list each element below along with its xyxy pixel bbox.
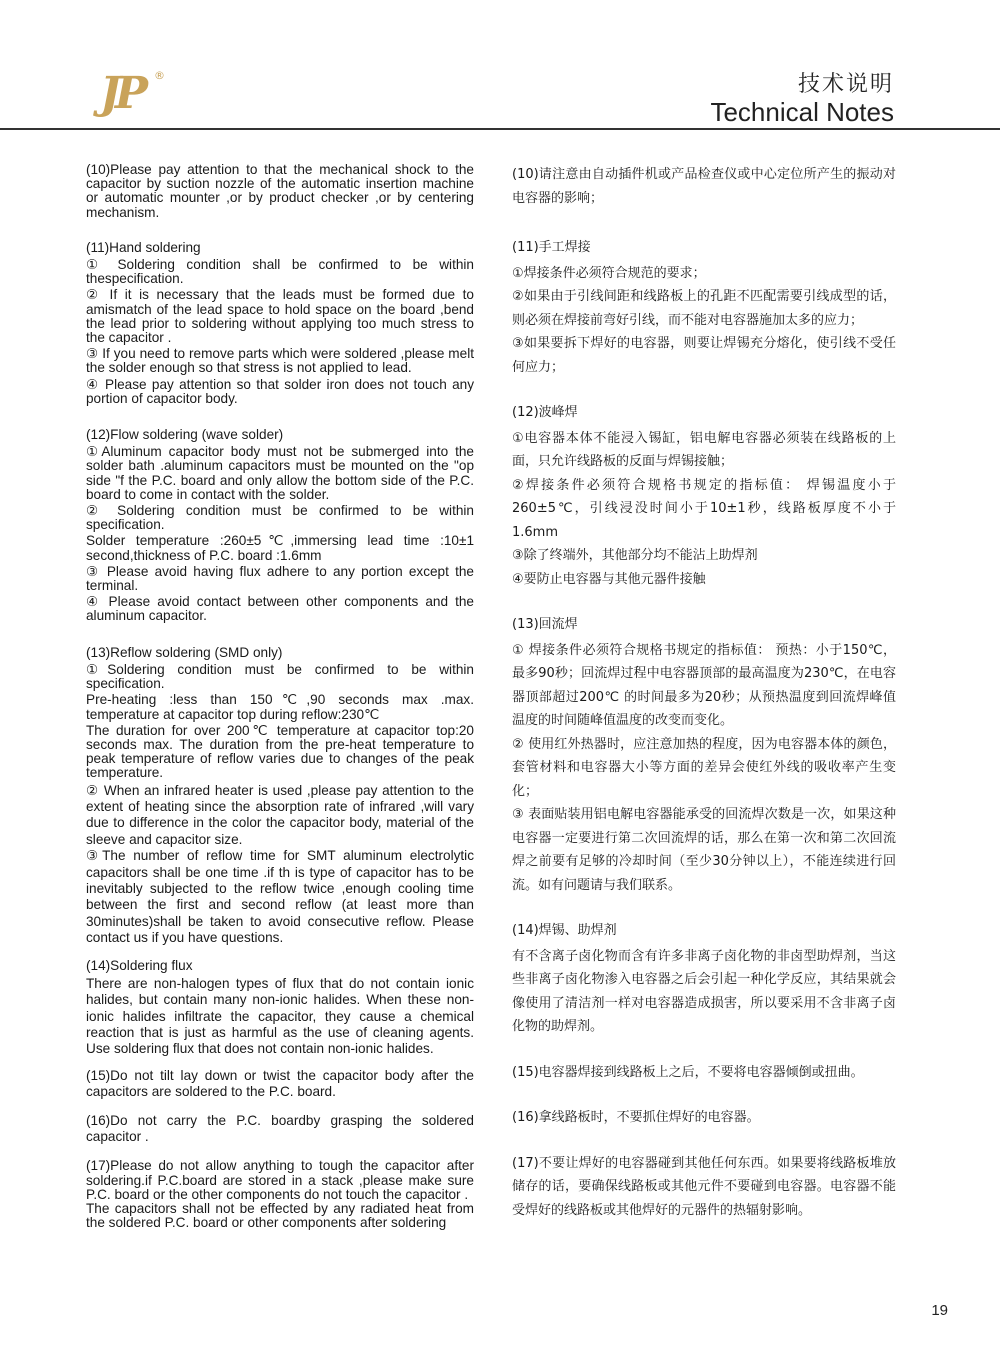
- note-text: ③ Please avoid having flux adhere to any portion except the terminal.: [86, 563, 474, 594]
- section-heading: (13)回流焊: [512, 617, 578, 632]
- note-text: Solder temperature :260±5℃,immersing lead time :10±1 second,thickness of P.C. board :1.6mm: [86, 533, 474, 563]
- note-text: ④ Please pay attention so that solder iron does not touch any portion of capacitor body.: [86, 376, 474, 406]
- note-11-en: [86, 241, 474, 406]
- note-text: ② 使用红外热器时，应注意加热的程度，因为电容器本体的颜色，套管材料和电容器大小等方面的差异会使红外线的吸收率产生变化；: [512, 736, 896, 799]
- note-14-en: [86, 959, 474, 1058]
- note-text: ② If it is necessary that the leads must be formed due to amismatch of the lead space to hold space on the board ,bend the lead prior to soldering without applying too much stress to the capacitor .: [86, 287, 474, 346]
- note-text: (10)请注意由自动插件机或产品检查仪或中心定位所产生的振动对电容器的影响；: [512, 167, 896, 206]
- note-text: ①Aluminum capacitor body must not be submerged into the solder bath .aluminum capacitors must be mounted on the "op side "f the P.C. board and only allow the bottom side of the P.C. board to come in contact with the solder.: [86, 444, 474, 502]
- note-13-en: [86, 646, 474, 947]
- note-text: 有不含离子卤化物而含有许多非离子卤化物的非卤型助焊剂，当这些非离子卤化物渗入电容器之后会引起一种化学反应，其结果就会像使用了清洁剂一样对电容器造成损害，所以要采用不含非离子卤化物的助焊剂。: [512, 948, 896, 1034]
- note-text: ④要防止电容器与其他元器件接触: [512, 571, 706, 587]
- note-text: ③ If you need to remove parts which were soldered ,please melt the solder enough so that stress is not applied to lead.: [86, 346, 474, 376]
- note-text: ①Soldering condition must be confirmed to be within specification.: [86, 661, 474, 692]
- note-13-cn: [512, 613, 896, 897]
- note-12-cn: [512, 401, 896, 591]
- note-text: The capacitors shall not be effected by any radiated heat from the soldered P.C. board or other components after soldering: [86, 1201, 474, 1231]
- page-number: 19: [931, 1302, 948, 1319]
- note-text: ② Soldering condition must be confirmed to be within specification.: [86, 503, 474, 533]
- note-12-en: [86, 428, 474, 624]
- note-text: (10)Please pay attention to that the mechanical shock to the capacitor by suction nozzle of the automatic insertion machine or automatic mounter ,or by product checker ,or by centering mechanism.: [86, 162, 474, 220]
- company-logo: [96, 66, 176, 122]
- note-text: (16)拿线路板时，不要抓住焊好的电容器。: [512, 1110, 760, 1125]
- note-16-en: [86, 1113, 474, 1146]
- note-text: (16)Do not carry the P.C. boardby grasping the soldered capacitor .: [86, 1112, 474, 1145]
- note-text: ③ 表面贴装用铝电解电容器能承受的回流焊次数是一次，如果这种电容器一定要进行第二次回流焊的话，那么在第一次和第二次回流焊之前要有足够的冷却时间（至少30分钟以上），不能连续进行回流。如有问题请与我们联系。: [512, 807, 896, 893]
- note-text: (15)电容器焊接到线路板上之后，不要将电容器倾倒或扭曲。: [512, 1064, 864, 1080]
- note-text: (17)Please do not allow anything to tough the capacitor after soldering.if P.C.board are stored in a stack ,please make sure P.C. board or the other components do not touch the capacitor .: [86, 1158, 474, 1202]
- header-divider: [0, 128, 1000, 130]
- note-17-cn: [512, 1152, 896, 1223]
- section-heading: (14)焊锡、助焊剂: [512, 923, 617, 938]
- note-text: ②如果由于引线间距和线路板上的孔距不匹配需要引线成型的话，则必须在焊接前弯好引线，而不能对电容器施加太多的应力；: [512, 289, 896, 328]
- section-heading: (12)波峰焊: [512, 405, 578, 420]
- section-heading: (14)Soldering flux: [86, 957, 193, 973]
- page-title-en: Technical Notes: [710, 97, 894, 127]
- note-text: ③除了终端外，其他部分均不能沾上助焊剂: [512, 548, 758, 563]
- registered-mark: ®: [154, 69, 165, 82]
- note-text: ③如果要拆下焊好的电容器，则要让焊锡充分熔化，使引线不受任何应力；: [512, 336, 896, 375]
- note-text: ②焊接条件必须符合规格书规定的指标值： 焊锡温度小于260±5℃，引线浸没时间小于10±1秒，线路板厚度不小于1.6mm: [512, 477, 896, 540]
- note-text: (17)不要让焊好的电容器碰到其他任何东西。如果要将线路板堆放储存的话，要确保线路板或其他元件不要碰到电容器。电容器不能受焊好的线路板或其他焊好的元器件的热辐射影响。: [512, 1155, 896, 1218]
- note-text: The duration for over 200℃ temperature at capacitor top:20 seconds max. The duration from the pre-heat temperature to peak temperature of reflow varies due to changes of the peak temperature.: [86, 722, 474, 781]
- logo-text: JP: [100, 68, 142, 119]
- note-text: (15)Do not tilt lay down or twist the capacitor body after the capacitors are soldered to the P.C. board.: [86, 1067, 474, 1100]
- section-heading: (12)Flow soldering (wave solder): [86, 427, 284, 443]
- page-title: [710, 72, 894, 126]
- note-11-cn: [512, 236, 896, 379]
- note-text: ② When an infrared heater is used ,please pay attention to the extent of heating since the absorption rate of infrared ,will vary due to difference in the color the capacitor body, material of the sleeve and capacitor size.: [86, 782, 474, 847]
- english-column: [86, 163, 474, 1248]
- section-heading: (11)手工焊接: [512, 240, 591, 255]
- note-17-en: [86, 1159, 474, 1230]
- note-text: ④ Please avoid contact between other components and the aluminum capacitor.: [86, 594, 474, 624]
- note-text: ① Soldering condition shall be confirmed to be within thespecification.: [86, 257, 474, 287]
- chinese-column: [512, 163, 896, 1240]
- note-14-cn: [512, 919, 896, 1039]
- note-text: There are non-halogen types of flux that do not contain ionic halides, but contain many non-ionic halides. When these non-ionic halides infiltrate the capacitor, they cause a chemical reaction that is just as harmful as the use of cleaning agents. Use soldering flux that does not contain non-ionic halides.: [86, 975, 474, 1057]
- note-10-en: [86, 163, 474, 220]
- page-header: [0, 0, 1000, 132]
- section-heading: (11)Hand soldering: [86, 239, 201, 255]
- section-heading: (13)Reflow soldering (SMD only): [86, 644, 283, 660]
- note-10-cn: [512, 163, 896, 210]
- note-16-cn: [512, 1106, 896, 1130]
- note-15-cn: [512, 1061, 896, 1085]
- note-text: ① 焊接条件必须符合规格书规定的指标值： 预热：小于150℃，最多90秒；回流焊过程中电容器顶部的最高温度为230℃，在电容器顶部超过200℃ 的时间最多为20秒；从预热温度到回流焊峰值温度的时间随峰值温度的改变而变化。: [512, 642, 896, 728]
- note-text: ①焊接条件必须符合规范的要求；: [512, 265, 706, 281]
- page-title-cn: 技术说明: [797, 72, 894, 97]
- note-text: ③The number of reflow time for SMT aluminum electrolytic capacitors shall be one time .if th is type of capacitor has to be inevitably subjected to the reflow twice ,enough cooling time between the first and second reflow (at least more than 30minutes)shall be taken to avoid consecutive reflow. Please contact us if you have questions.: [86, 848, 474, 946]
- note-text: Pre-heating :less than 150℃,90 seconds max .max. temperature at capacitor top during reflow:230℃: [86, 692, 474, 722]
- note-text: ①电容器本体不能浸入锡缸，铝电解电容器必须装在线路板的上面，只允许线路板的反面与焊锡接触；: [512, 430, 896, 469]
- note-15-en: [86, 1068, 474, 1101]
